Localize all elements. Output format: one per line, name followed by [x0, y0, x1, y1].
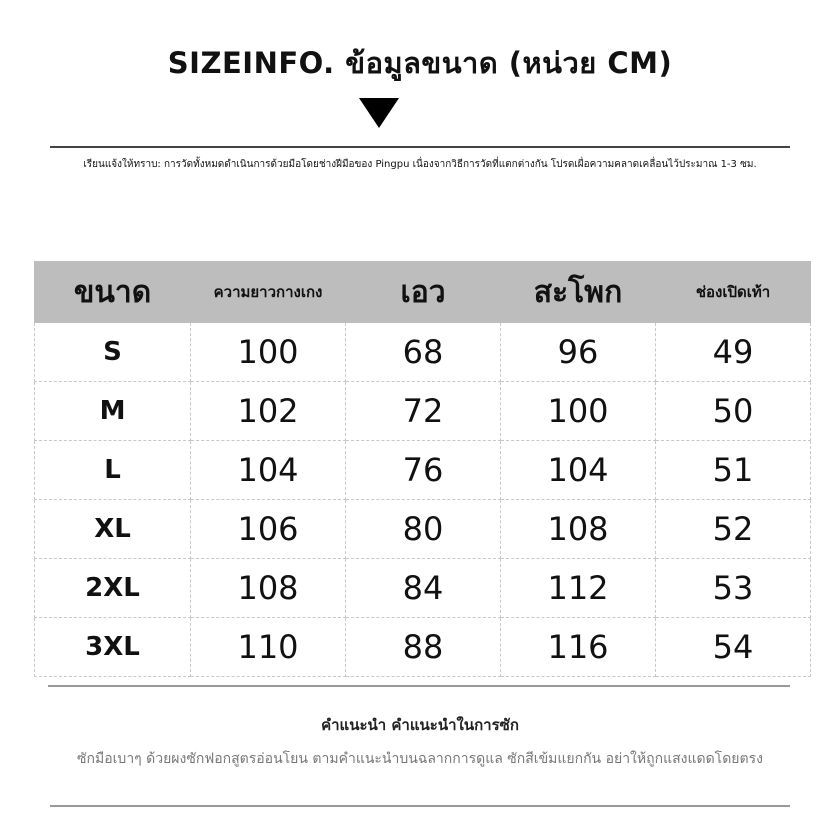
waist-cell: 84	[346, 559, 501, 618]
page-title: SIZEINFO. ข้อมูลขนาด (หน่วย CM)	[167, 46, 673, 80]
pants-length-cell: 110	[191, 618, 346, 677]
waist-cell: 76	[346, 441, 501, 500]
down-triangle-icon	[359, 98, 399, 128]
column-header-size: ขนาด	[35, 262, 191, 323]
leg-opening-cell: 54	[656, 618, 811, 677]
column-header-hip: สะโพก	[501, 262, 656, 323]
waist-cell: 72	[346, 382, 501, 441]
pants-length-cell: 106	[191, 500, 346, 559]
waist-cell: 88	[346, 618, 501, 677]
size-cell: L	[35, 441, 191, 500]
column-header-pants-length: ความยาวกางเกง	[191, 262, 346, 323]
pants-length-cell: 108	[191, 559, 346, 618]
size-cell: 3XL	[35, 618, 191, 677]
table-row	[35, 500, 811, 559]
leg-opening-cell: 50	[656, 382, 811, 441]
table-row	[35, 382, 811, 441]
hip-cell: 116	[501, 618, 656, 677]
size-cell: S	[35, 323, 191, 382]
table-row	[35, 441, 811, 500]
measurement-notice: เรียนแจ้งให้ทราบ: การวัดทั้งหมดดำเนินการด้วยมือโดยช่างฝีมือของ Pingpu เนื่องจากวิธีการวัดที่แตกต่างกัน โปรดเผื่อความคลาดเคลื่อนไว้ประมาณ 1-3 ซม.	[83, 159, 757, 170]
pants-length-cell: 104	[191, 441, 346, 500]
care-instructions-title: คำแนะนำ คำแนะนำในการซัก	[321, 716, 519, 734]
table-header-row	[35, 262, 811, 323]
care-instructions-text: ซักมือเบาๆ ด้วยผงซักฟอกสูตรอ่อนโยน ตามคำแนะนำบนฉลากการดูแล ซักสีเข้มแยกกัน อย่าให้ถูกแสงแดดโดยตรง	[77, 751, 763, 767]
leg-opening-cell: 52	[656, 500, 811, 559]
divider	[50, 146, 790, 148]
waist-cell: 68	[346, 323, 501, 382]
table-row	[35, 559, 811, 618]
pants-length-cell: 100	[191, 323, 346, 382]
table-row	[35, 323, 811, 382]
hip-cell: 112	[501, 559, 656, 618]
hip-cell: 104	[501, 441, 656, 500]
size-cell: 2XL	[35, 559, 191, 618]
size-table	[34, 261, 811, 677]
pants-length-cell: 102	[191, 382, 346, 441]
hip-cell: 100	[501, 382, 656, 441]
leg-opening-cell: 51	[656, 441, 811, 500]
hip-cell: 108	[501, 500, 656, 559]
size-cell: XL	[35, 500, 191, 559]
table-row	[35, 618, 811, 677]
size-cell: M	[35, 382, 191, 441]
leg-opening-cell: 53	[656, 559, 811, 618]
leg-opening-cell: 49	[656, 323, 811, 382]
column-header-waist: เอว	[346, 262, 501, 323]
column-header-leg-opening: ช่องเปิดเท้า	[656, 262, 811, 323]
divider	[48, 685, 790, 687]
waist-cell: 80	[346, 500, 501, 559]
hip-cell: 96	[501, 323, 656, 382]
divider	[50, 805, 790, 807]
